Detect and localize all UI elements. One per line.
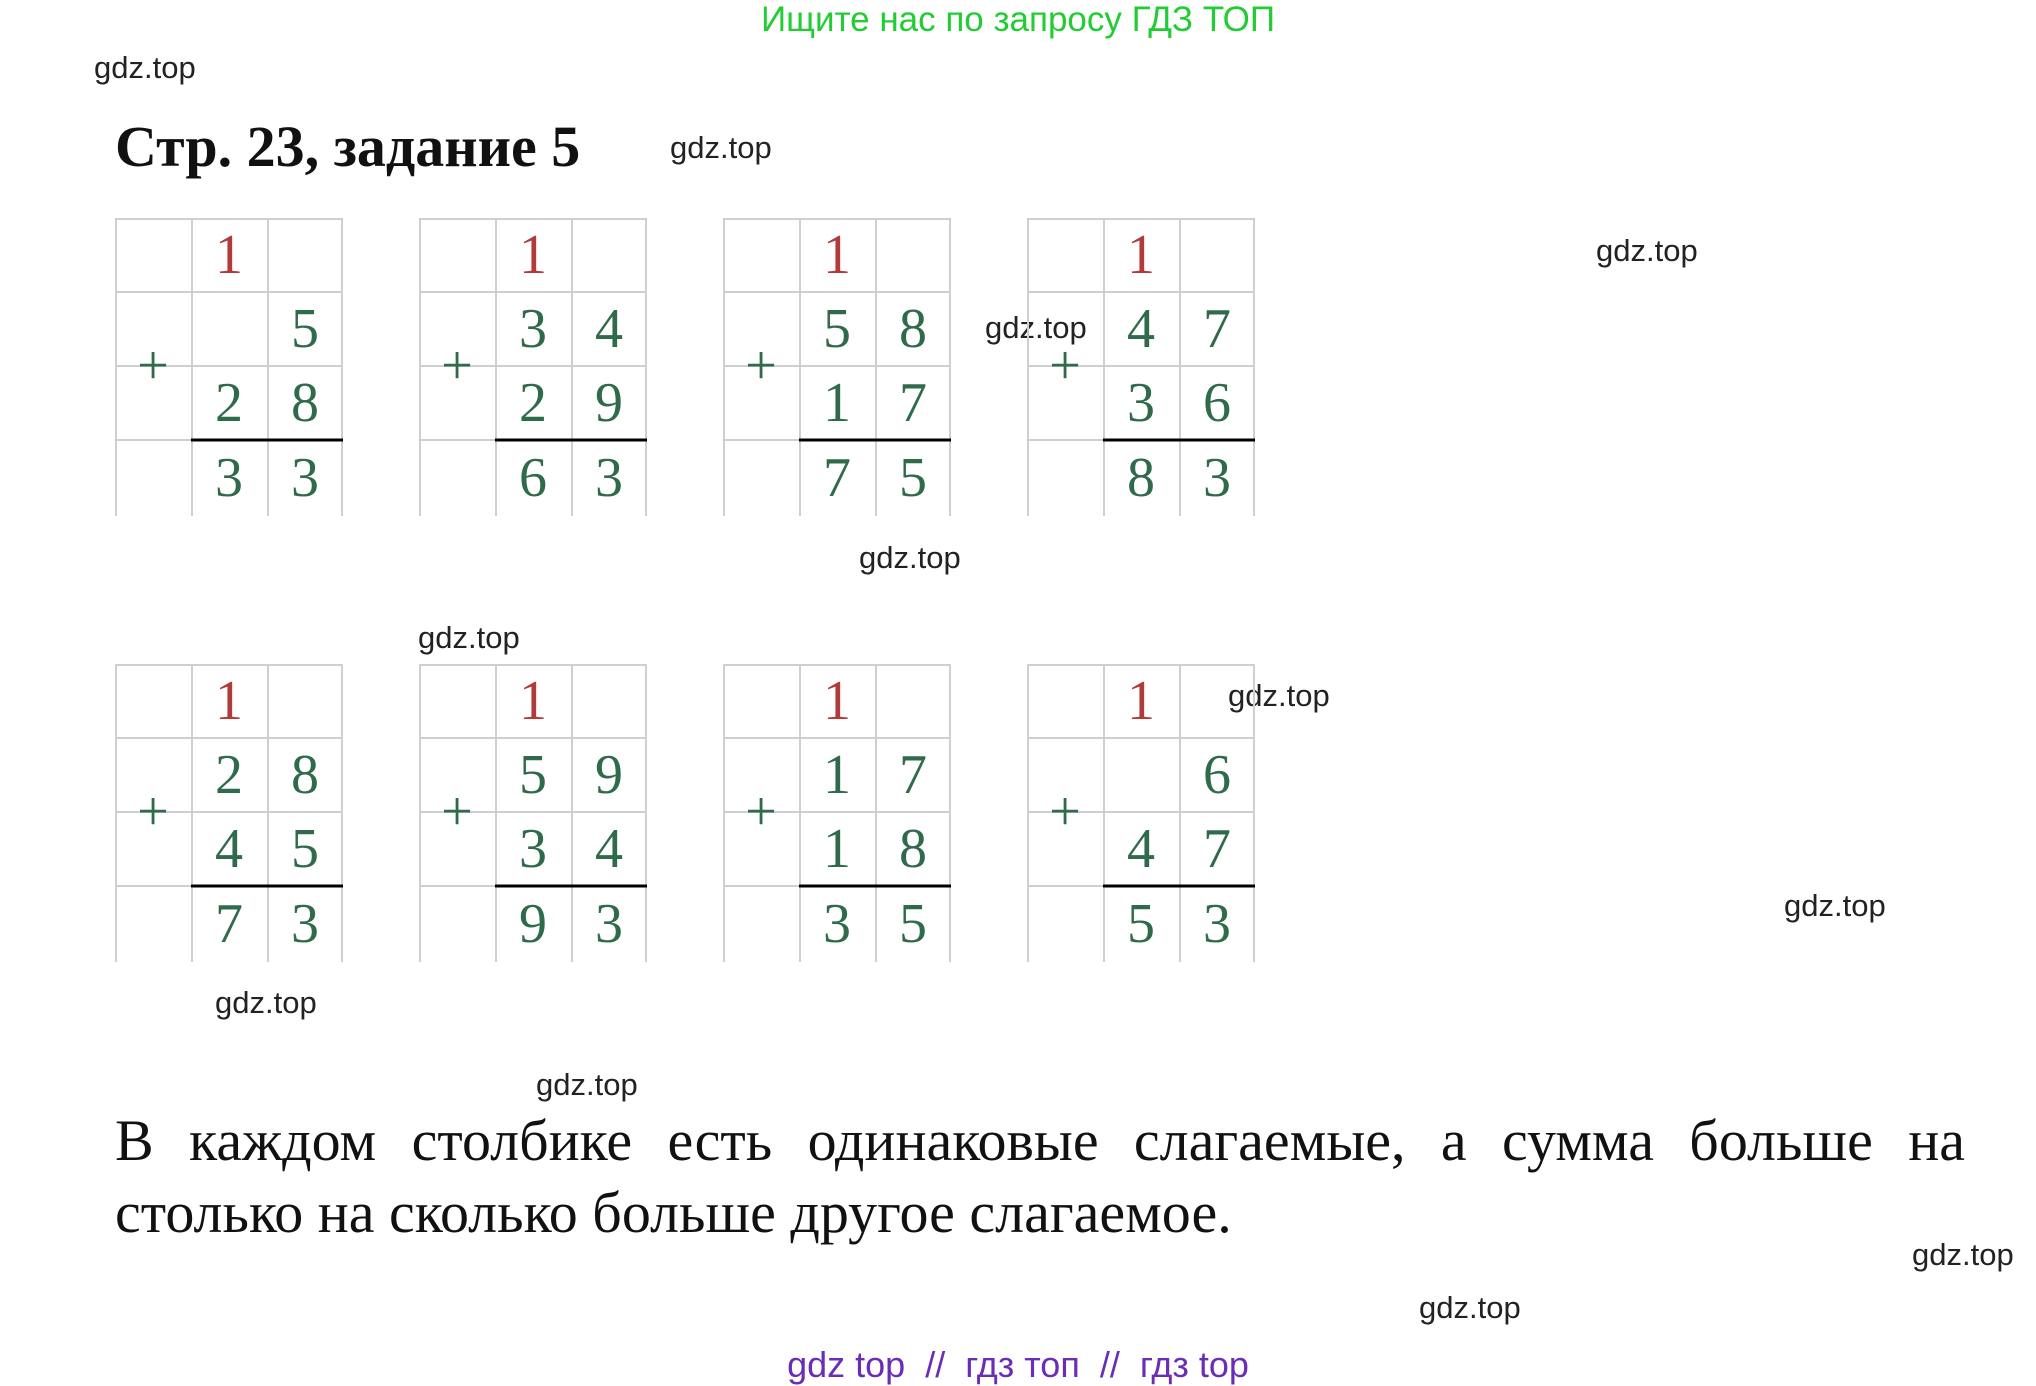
addend-digit: 3: [1127, 372, 1155, 434]
addend-digit: 7: [1203, 818, 1231, 880]
conclusion-text: [115, 1105, 1965, 1249]
sum-digit: 3: [215, 447, 243, 509]
addend-digit: 1: [823, 744, 851, 806]
addend-digit: 8: [899, 818, 927, 880]
addend-digit: 4: [595, 818, 623, 880]
sum-digit: 3: [823, 893, 851, 955]
addition-problem: [1027, 218, 1255, 516]
addend-digit: 8: [291, 372, 319, 434]
addend-digit: 5: [291, 298, 319, 360]
carry-digit: 1: [519, 670, 547, 732]
sum-digit: 5: [899, 893, 927, 955]
sum-digit: 3: [595, 447, 623, 509]
plus-sign: +: [137, 335, 169, 397]
sum-digit: 3: [595, 893, 623, 955]
carry-digit: 1: [823, 670, 851, 732]
addend-digit: 4: [215, 818, 243, 880]
addition-grid: [1027, 664, 1255, 962]
plus-sign: +: [137, 781, 169, 843]
addition-problem: [115, 218, 343, 516]
addend-digit: 2: [215, 744, 243, 806]
addition-grid: [419, 218, 647, 516]
addend-digit: 7: [899, 372, 927, 434]
addend-digit: 4: [595, 298, 623, 360]
addition-grid: [115, 218, 343, 516]
addition-problem: [419, 664, 647, 962]
sum-digit: 6: [519, 447, 547, 509]
plus-sign: +: [745, 335, 777, 397]
conclusion-line-1: В каждом столбике есть одинаковые слагаемые, а сумма больше на: [115, 1108, 1965, 1173]
addend-digit: 5: [291, 818, 319, 880]
addend-digit: 5: [519, 744, 547, 806]
addition-problem: [419, 218, 647, 516]
addend-digit: 9: [595, 744, 623, 806]
carry-digit: 1: [215, 670, 243, 732]
addition-grid: [419, 664, 647, 962]
watermark: gdz.top: [1784, 888, 1886, 923]
watermark: gdz.top: [215, 985, 317, 1020]
addition-grid: [723, 664, 951, 962]
plus-sign: +: [441, 781, 473, 843]
sum-digit: 7: [215, 893, 243, 955]
page-title: Стр. 23, задание 5: [115, 114, 581, 179]
carry-digit: 1: [519, 224, 547, 286]
watermark: gdz.top: [1912, 1237, 2014, 1272]
addend-digit: 4: [1127, 298, 1155, 360]
carry-digit: 1: [1127, 224, 1155, 286]
watermark: gdz.top: [985, 310, 1087, 345]
watermark: gdz.top: [418, 620, 520, 655]
addend-digit: 7: [899, 744, 927, 806]
addend-digit: 6: [1203, 744, 1231, 806]
addend-digit: 3: [519, 818, 547, 880]
addition-grid: [723, 218, 951, 516]
sum-digit: 3: [291, 447, 319, 509]
footer-links[interactable]: gdz top // гдз топ // гдз top: [787, 1344, 1249, 1385]
watermark: gdz.top: [94, 50, 196, 85]
sum-digit: 5: [899, 447, 927, 509]
addend-digit: 2: [519, 372, 547, 434]
watermark: gdz.top: [859, 540, 961, 575]
addend-digit: 9: [595, 372, 623, 434]
search-banner[interactable]: Ищите нас по запросу ГДЗ ТОП: [761, 0, 1275, 39]
addition-problem: [115, 664, 343, 962]
addend-digit: 2: [215, 372, 243, 434]
plus-sign: +: [1049, 781, 1081, 843]
watermark: gdz.top: [670, 130, 772, 165]
sum-digit: 3: [1203, 893, 1231, 955]
conclusion-line-2: столько на сколько больше другое слагаемое.: [115, 1180, 1232, 1245]
addition-grid: [115, 664, 343, 962]
sum-digit: 9: [519, 893, 547, 955]
addend-digit: 3: [519, 298, 547, 360]
addition-problem: [723, 218, 951, 516]
sum-digit: 8: [1127, 447, 1155, 509]
addend-digit: 7: [1203, 298, 1231, 360]
addition-grid: [1027, 218, 1255, 516]
addend-digit: 1: [823, 818, 851, 880]
watermark: gdz.top: [1419, 1290, 1521, 1325]
addition-problem: [723, 664, 951, 962]
plus-sign: +: [441, 335, 473, 397]
addition-problem: [1027, 664, 1255, 962]
plus-sign: +: [1049, 335, 1081, 397]
watermark: gdz.top: [536, 1067, 638, 1102]
addend-digit: 4: [1127, 818, 1155, 880]
watermark: gdz.top: [1596, 233, 1698, 268]
sum-digit: 3: [1203, 447, 1231, 509]
addend-digit: 5: [823, 298, 851, 360]
carry-digit: 1: [1127, 670, 1155, 732]
watermark: gdz.top: [1228, 678, 1330, 713]
addend-digit: 1: [823, 372, 851, 434]
carry-digit: 1: [215, 224, 243, 286]
sum-digit: 5: [1127, 893, 1155, 955]
addend-digit: 8: [291, 744, 319, 806]
plus-sign: +: [745, 781, 777, 843]
addend-digit: 6: [1203, 372, 1231, 434]
sum-digit: 3: [291, 893, 319, 955]
addend-digit: 8: [899, 298, 927, 360]
carry-digit: 1: [823, 224, 851, 286]
sum-digit: 7: [823, 447, 851, 509]
